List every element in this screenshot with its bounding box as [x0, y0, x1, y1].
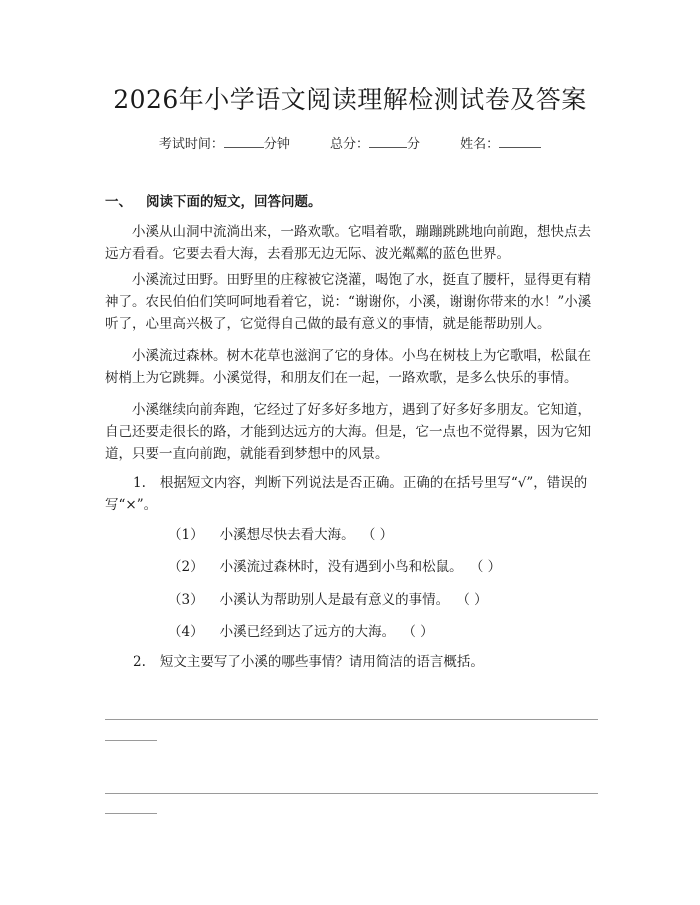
- answer-bracket[interactable]: （ ）: [476, 559, 502, 575]
- student-name: [460, 137, 541, 152]
- passage-paragraph-3: [105, 345, 598, 389]
- passage-paragraph-1: [105, 221, 598, 265]
- exam-time: [159, 137, 290, 152]
- total-score: [330, 137, 420, 152]
- option-4: [168, 621, 434, 643]
- question-number: 1.: [133, 475, 146, 491]
- option-text: 小溪想尽快去看大海。: [219, 527, 355, 543]
- section-heading: [105, 190, 322, 210]
- score-unit: 分: [407, 137, 421, 152]
- time-label: 考试时间：: [158, 137, 224, 152]
- section-title: 阅读下面的短文，回答问题。: [146, 194, 322, 210]
- question-number: 2.: [133, 654, 146, 670]
- option-text: 小溪认为帮助别人是最有意义的事情。: [219, 592, 450, 608]
- paragraph-text: 小溪流过田野。田野里的庄稼被它浇灌，喝饱了水，挺直了腰杆，显得更有精神了。农民伯伯们笑呵呵地看着它，说：“谢谢你，小溪，谢谢你带来的水！”小溪听了，心里高兴极了，它觉得自己做的最有意义的事情，就是能帮助别人。: [105, 272, 592, 332]
- time-unit: 分钟: [263, 137, 290, 152]
- answer-bracket[interactable]: （ ）: [368, 527, 394, 543]
- time-blank[interactable]: [224, 135, 264, 148]
- name-blank[interactable]: [499, 135, 541, 148]
- answer-bracket[interactable]: （ ）: [409, 624, 434, 640]
- option-1: [168, 524, 393, 546]
- score-blank[interactable]: [369, 135, 407, 148]
- paragraph-text: 小溪从山洞中流淌出来，一路欢歌。它唱着歌，蹦蹦跳跳地向前跑，想快点去远方看看。它要去看大海，去看那无边无际、波光粼粼的蓝色世界。: [105, 224, 591, 262]
- answer-line[interactable]: [105, 793, 598, 794]
- option-3: [168, 589, 488, 611]
- answer-line[interactable]: [105, 740, 157, 741]
- answer-bracket[interactable]: （ ）: [463, 592, 488, 608]
- question-2: [105, 651, 598, 673]
- question-text: 短文主要写了小溪的哪些事情？请用简洁的语言概括。: [159, 654, 484, 670]
- section-number: 一、: [105, 194, 132, 210]
- option-2: [168, 556, 501, 578]
- passage-paragraph-4: [105, 399, 598, 465]
- option-number: （4）: [168, 624, 204, 640]
- passage-paragraph-2: [105, 269, 598, 335]
- question-text: 根据短文内容，判断下列说法是否正确。正确的在括号里写“√”，错误的写“×”。: [105, 475, 588, 513]
- answer-line[interactable]: [105, 719, 598, 720]
- question-1: [105, 472, 598, 516]
- option-number: （3）: [168, 592, 204, 608]
- answer-line[interactable]: [105, 813, 157, 814]
- exam-title: 2026年小学语文阅读理解检测试卷及答案: [113, 85, 587, 114]
- exam-meta: [0, 133, 700, 152]
- option-number: （1）: [168, 527, 204, 543]
- name-label: 姓名：: [460, 137, 500, 152]
- option-number: （2）: [168, 559, 204, 575]
- paragraph-text: 小溪流过森林。树木花草也滋润了它的身体。小鸟在树枝上为它歌唱，松鼠在树梢上为它跳舞。小溪觉得，和朋友们在一起，一路欢歌，是多么快乐的事情。: [105, 348, 591, 386]
- option-text: 小溪流过森林时，没有遇到小鸟和松鼠。: [219, 559, 463, 575]
- option-text: 小溪已经到达了远方的大海。: [219, 624, 396, 640]
- paragraph-text: 小溪继续向前奔跑，它经过了好多好多地方，遇到了好多好多朋友。它知道，自己还要走很长的路，才能到达远方的大海。但是，它一点也不觉得累，因为它知道，只要一直向前跑，就能看到梦想中的风景。: [105, 402, 591, 462]
- score-label: 总分：: [329, 137, 369, 152]
